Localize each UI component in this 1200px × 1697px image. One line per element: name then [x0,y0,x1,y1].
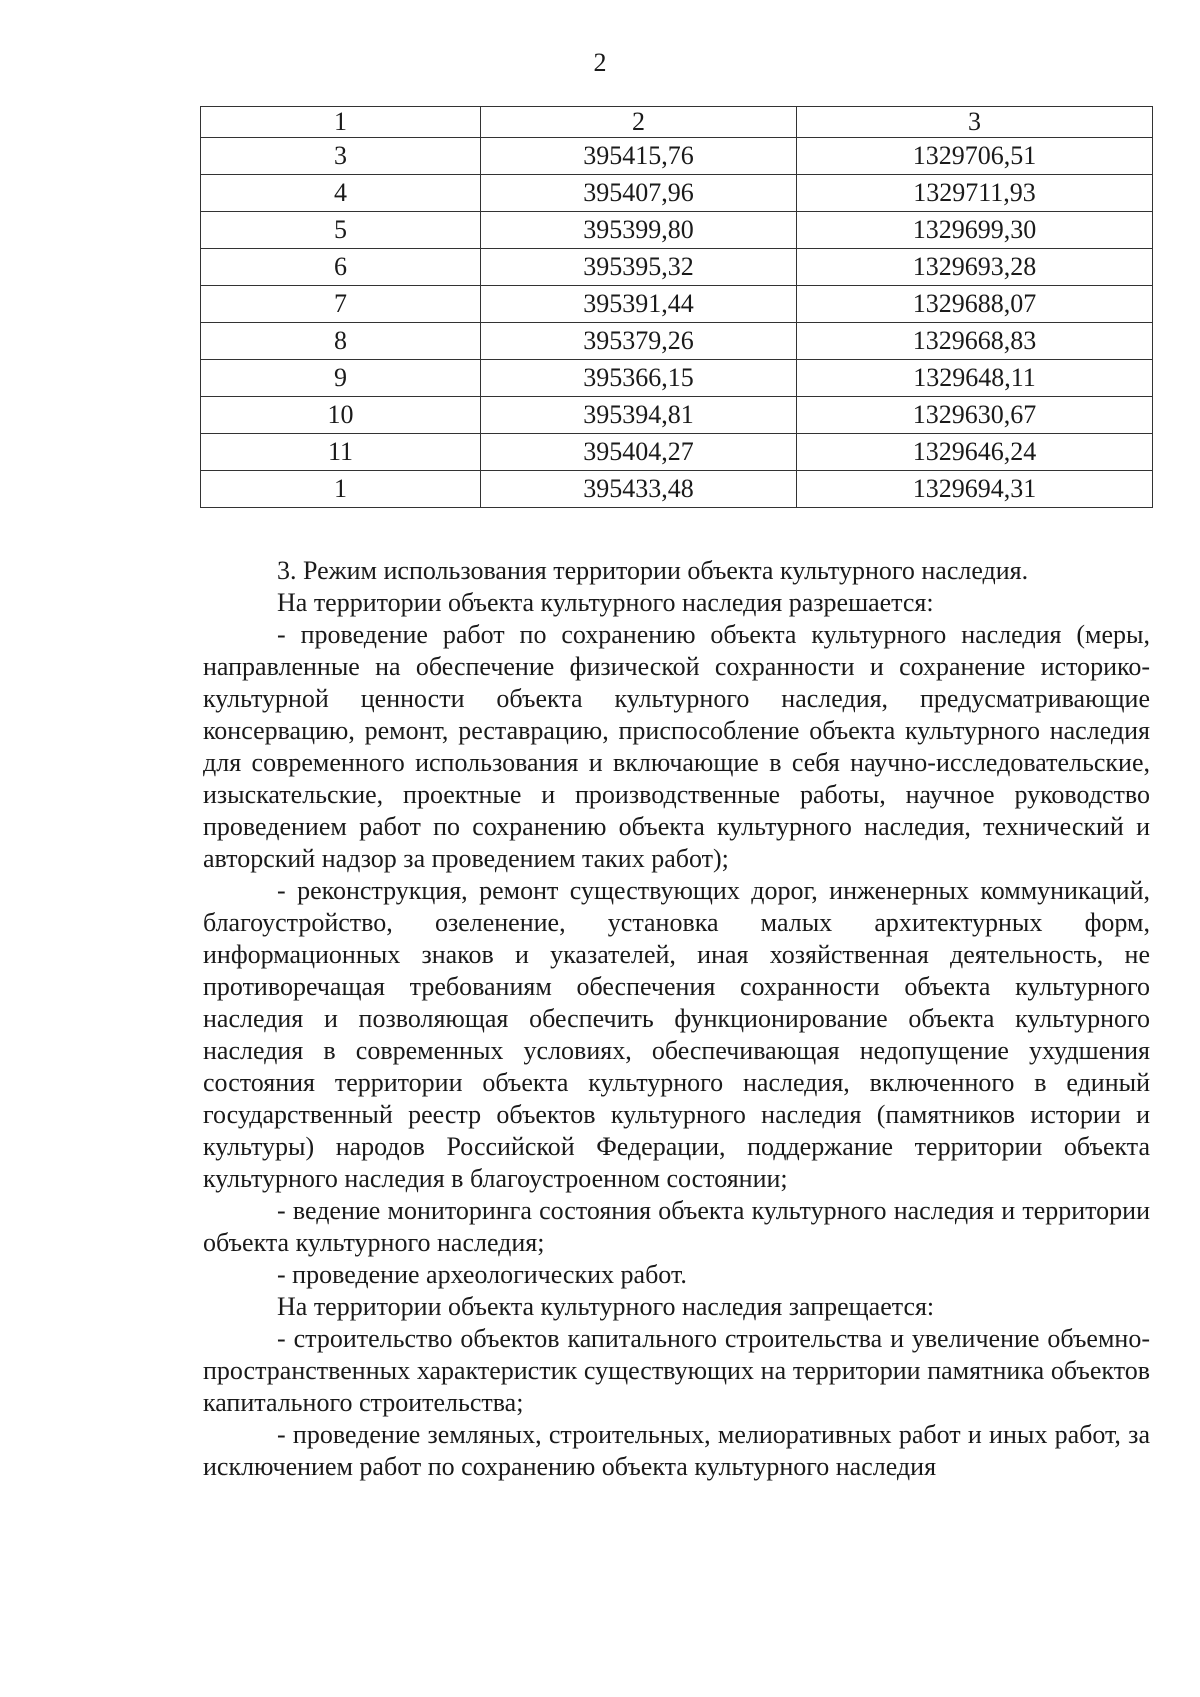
table-row [201,212,1153,249]
point-number-cell: 9 [201,360,481,397]
point-number-cell: 8 [201,323,481,360]
point-number-cell: 11 [201,434,481,471]
point-number-cell: 3 [201,138,481,175]
y-coordinate-cell: 1329693,28 [797,249,1153,286]
point-number-cell: 6 [201,249,481,286]
list-item: - проведение археологических работ. [277,1260,687,1289]
x-coordinate-cell: 395407,96 [481,175,797,212]
paragraph: На территории объекта культурного наследия запрещается: [277,1292,935,1321]
section-heading: 3. Режим использования территории объекта культурного наследия. [277,556,1029,585]
table-row [201,175,1153,212]
y-coordinate-cell: 1329694,31 [797,471,1153,508]
list-item: - строительство объектов капитального строительства и увеличение объемно-пространственных характеристик существующих на территории памятника объектов капитального строительства; [203,1324,1150,1417]
point-number-cell: 4 [201,175,481,212]
table-row [201,138,1153,175]
table-row [201,434,1153,471]
y-coordinate-cell: 1329688,07 [797,286,1153,323]
x-coordinate-cell: 395404,27 [481,434,797,471]
y-coordinate-cell: 1329706,51 [797,138,1153,175]
table-row [201,471,1153,508]
y-coordinate-cell: 1329648,11 [797,360,1153,397]
list-item: - проведение работ по сохранению объекта культурного наследия (меры, направленные на обеспечение физической сохранности и сохранение историко-культурной ценности объекта культурного наследия, предусматривающие консервацию, ремонт, реставрацию, приспособление объекта культурного наследия для современного использования и включающие в себя научно-исследовательские, изыскательские, проектные и производственные работы, научное руководство проведением работ по сохранению объекта культурного наследия, технический и авторский надзор за проведением таких работ); [203,620,1150,873]
paragraph: На территории объекта культурного наследия разрешается: [277,588,934,617]
x-coordinate-cell: 395395,32 [481,249,797,286]
table-row [201,323,1153,360]
x-coordinate-cell: 395433,48 [481,471,797,508]
y-coordinate-cell: 1329699,30 [797,212,1153,249]
table-header-row [201,107,1153,138]
table-header-cell: 1 [201,107,481,138]
document-body [203,555,1150,1483]
y-coordinate-cell: 1329646,24 [797,434,1153,471]
table-header-cell: 3 [797,107,1153,138]
list-item: - ведение мониторинга состояния объекта культурного наследия и территории объекта культурного наследия; [203,1196,1150,1257]
x-coordinate-cell: 395399,80 [481,212,797,249]
table-row [201,286,1153,323]
page-number: 2 [593,48,607,77]
point-number-cell: 1 [201,471,481,508]
x-coordinate-cell: 395391,44 [481,286,797,323]
table-row [201,397,1153,434]
x-coordinate-cell: 395415,76 [481,138,797,175]
point-number-cell: 10 [201,397,481,434]
y-coordinate-cell: 1329630,67 [797,397,1153,434]
x-coordinate-cell: 395394,81 [481,397,797,434]
list-item: - реконструкция, ремонт существующих дорог, инженерных коммуникаций, благоустройство, озеленение, установка малых архитектурных форм, информационных знаков и указателей, иная хозяйственная деятельность, не противоречащая требованиям обеспечения сохранности объекта культурного наследия и позволяющая обеспечить функционирование объекта культурного наследия в современных условиях, обеспечивающая недопущение ухудшения состояния территории объекта культурного наследия, включенного в единый государственный реестр объектов культурного наследия (памятников истории и культуры) народов Российской Федерации, поддержание территории объекта культурного наследия в благоустроенном состоянии; [203,876,1150,1193]
table-row [201,249,1153,286]
coordinates-table [200,106,1153,508]
table-row [201,360,1153,397]
list-item: - проведение земляных, строительных, мелиоративных работ и иных работ, за исключением работ по сохранению объекта культурного наследия [203,1420,1150,1481]
point-number-cell: 7 [201,286,481,323]
x-coordinate-cell: 395366,15 [481,360,797,397]
point-number-cell: 5 [201,212,481,249]
x-coordinate-cell: 395379,26 [481,323,797,360]
y-coordinate-cell: 1329711,93 [797,175,1153,212]
table-header-cell: 2 [481,107,797,138]
y-coordinate-cell: 1329668,83 [797,323,1153,360]
